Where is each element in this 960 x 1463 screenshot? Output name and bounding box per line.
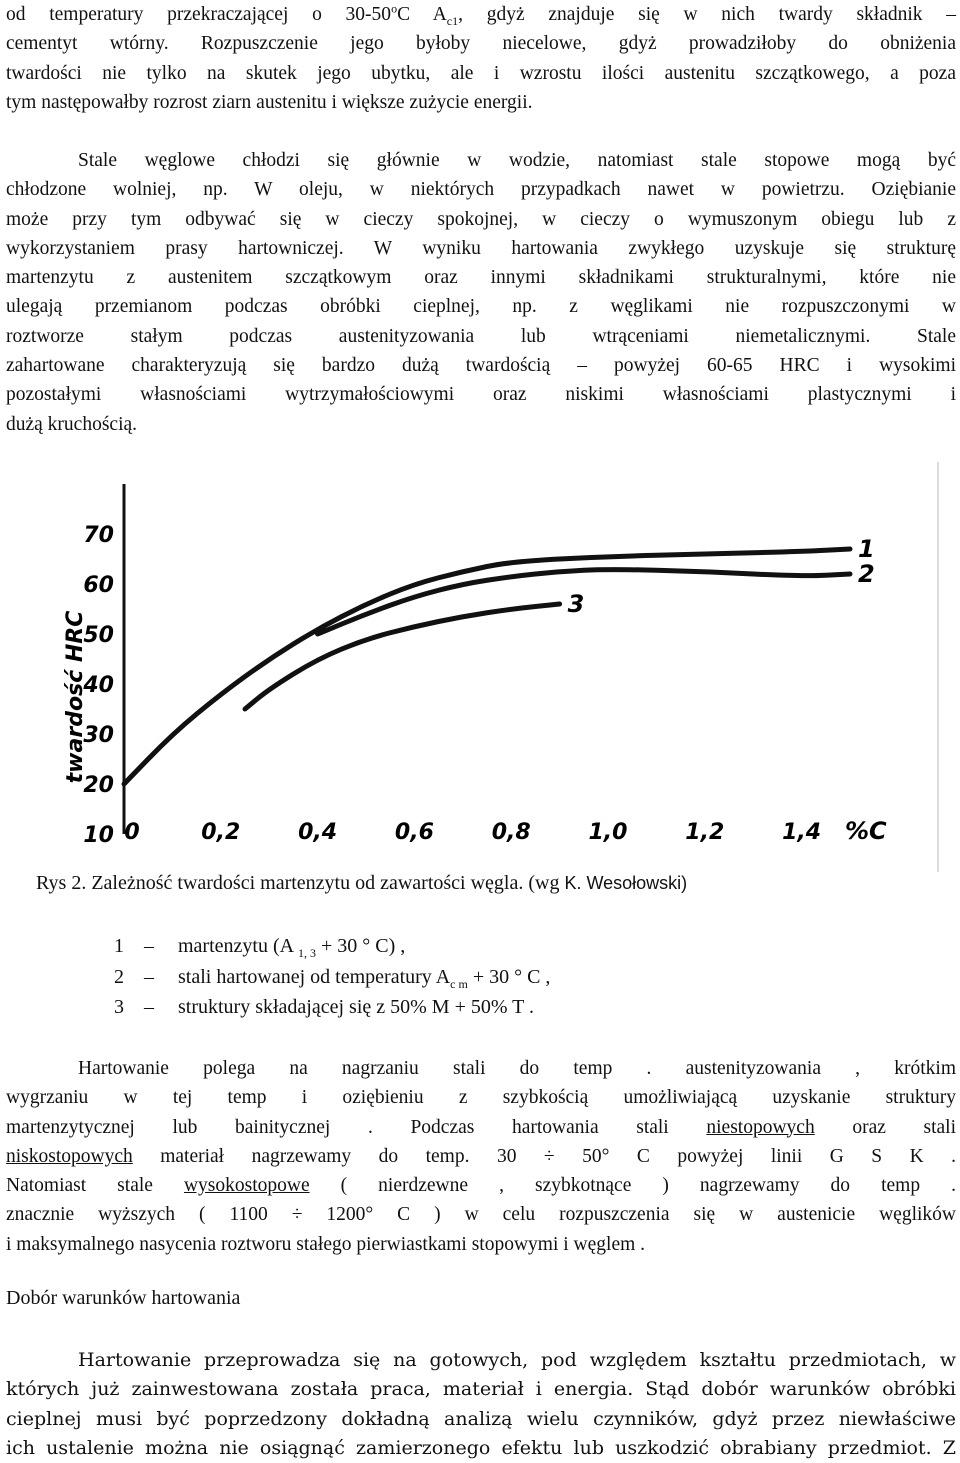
legend-sub: 1, 3 [297,946,316,960]
paragraph-1 [6,0,956,117]
text-line: ich ustalenie można nie osiągnąć zamierzonego efektu lub uszkodzić obrabiany przedmiot. Z [6,1436,956,1459]
text-line: może przy tym odbywać się w cieczy spokojnej, w cieczy o wymuszonym obiegu lub z [6,208,956,230]
text-line: cieplnej musi być poprzedzony dokładną analizą wielu czynników, gdyż przez niewłaściwe [6,1407,956,1430]
legend-dash: – [144,935,154,957]
caption-author: K. Wesołowski) [564,873,688,893]
legend-number: 3 [114,996,124,1018]
text-line: roztworze stałym podczas austenityzowania lub wtrąceniami niemetalicznymi. Stale [6,325,956,347]
x-ticks [124,820,821,845]
paragraph-3 [6,1054,956,1259]
legend-text: struktury składającej się z 50% M + 50% T . [178,996,535,1018]
text-line: pozostałymi własnościami wytrzymałościowymi oraz niskimi własnościami plastycznymi i [6,384,956,406]
text-line: których już zainwestowana została praca, materiał i energia. Stąd dobór warunków obróbki [6,1378,956,1401]
text-line: martenzytycznej lub bainitycznej . Podczas hartowania stali niestopowych oraz stali [6,1116,957,1138]
y-tick-label: 60 [83,573,114,598]
legend-text: stali hartowanej od temperatury A [178,966,451,988]
y-tick-label: 30 [83,723,114,748]
hardness-chart [60,462,940,872]
legend-item [114,996,534,1019]
text-line: i maksymalnego nasycenia roztworu stałego pierwiastkami stopowymi i węglem . [6,1233,646,1255]
curve-label-2: 2 [858,560,875,588]
x-tick-label: 0,8 [491,820,531,845]
y-tick-label: 40 [83,673,114,698]
text-line: tym następowałby rozrost ziarn austenitu i większe zużycie energii. [6,91,533,113]
text-line: cementyt wtórny. Rozpuszczenie jego byłoby niecelowe, gdyż prowadziłoby do obniżenia [6,33,956,55]
legend-item [114,966,550,989]
y-tick-label: 70 [83,523,114,548]
text-line: wykorzystaniem prasy hartowniczej. W wyniku hartowania zwykłego uzyskuje się strukturę [6,237,956,259]
legend-text: + 30 ° C , [467,966,551,988]
x-tick-label: 0,6 [394,820,434,845]
x-axis-label: %C [845,817,887,845]
legend-dash: – [144,966,154,988]
y-axis-label: twardość HRC [63,610,88,784]
legend-sub: c m [450,977,468,991]
text-line: niskostopowych materiał nagrzewamy do temp. 30 ÷ 50° C powyżej linii G S K . [6,1145,957,1167]
x-tick-label: 0 [124,820,140,845]
text-line: Stale węglowe chłodzi się głównie w wodzie, natomiast stale stopowe mogą być [78,150,956,171]
x-tick-label: 0,2 [201,820,241,845]
curve-3 [245,604,560,709]
x-tick-label: 1,0 [588,820,628,845]
curve-1 [124,549,850,784]
curve-label-1: 1 [858,535,875,563]
legend-dash: – [144,996,154,1018]
paragraph-4 [6,1346,956,1463]
text-line: martenzytu z austenitem szczątkowym oraz innymi składnikami strukturalnymi, które nie [6,267,956,289]
y-tick-label: 10 [83,823,114,848]
x-tick-label: 0,4 [298,820,338,845]
curves [124,535,875,784]
legend-number: 1 [114,935,124,957]
x-tick-label: 1,2 [685,820,725,845]
text-line: twardości nie tylko na skutek jego ubytku, ale i wzrostu ilości austenitu szczątkowego, a poza [6,62,956,84]
text-line: chłodzone wolniej, np. W oleju, w niektórych przypadkach nawet w powietrzu. Oziębianie [6,179,956,201]
legend-text: martenzytu (A [178,935,298,957]
y-tick-label: 20 [83,773,114,798]
text-line: znacznie wyższych ( 1100 ÷ 1200° C ) w celu rozpuszczenia się w austenicie węglików [6,1204,956,1226]
text-line: wygrzaniu w tej temp i oziębieniu z szybkością umożliwiającą uzyskanie struktury [6,1087,956,1109]
figure-caption [36,872,687,895]
x-tick-label: 1,4 [782,820,822,845]
paragraph-2 [6,146,956,439]
legend-item [114,935,405,958]
caption-text: Rys 2. Zależność twardości martenzytu od zawartości węgla. (wg [36,872,565,894]
text-line: dużą kruchością. [6,413,138,435]
text-line: Hartowanie polega na nagrzaniu stali do temp . austenityzowania , krótkim [78,1058,956,1079]
text-line: Natomiast stale wysokostopowe ( nierdzewne , szybkotnące ) nagrzewamy do temp . [6,1175,956,1197]
section-heading: Dobór warunków hartowania [6,1287,241,1309]
text-line: ulegają przemianom podczas obróbki cieplnej, np. z węglikami nie rozpuszczonymi w [6,296,956,318]
curve-label-3: 3 [567,590,585,618]
legend-number: 2 [114,966,124,988]
legend-text: + 30 ° C) , [315,935,406,957]
text-line: Hartowanie przeprowadza się na gotowych, pod względem kształtu przedmiotach, w [78,1349,956,1371]
y-tick-label: 50 [83,623,114,648]
text-line: zahartowane charakteryzują się bardzo dużą twardością – powyżej 60-65 HRC i wysokimi [6,355,956,377]
text-line: od temperatury przekraczającej o 30-50$^o$C $A_{c1}$, gdyż znajduje się w nich twardy składnik – [6,1,957,28]
